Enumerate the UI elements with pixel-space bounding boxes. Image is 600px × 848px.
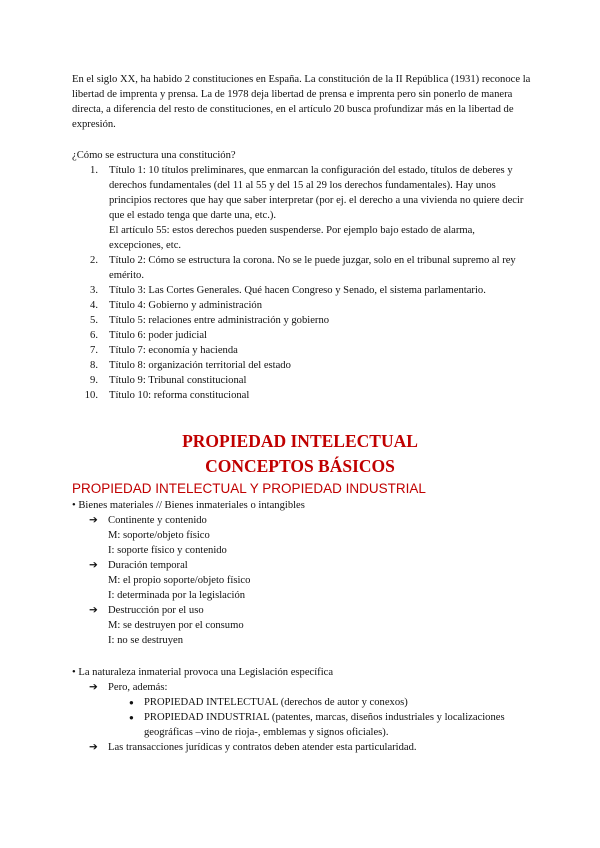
- bullet-item-text: PROPIEDAD INDUSTRIAL (patentes, marcas, diseños industriales y localizaciones geográficas –vino de rioja-, emblemas y signos oficiales).: [144, 712, 505, 738]
- bullet-item: [72, 710, 542, 740]
- bullet-item: [72, 695, 542, 710]
- bullet-icon: ●: [129, 698, 134, 707]
- arrow-item: [72, 513, 542, 528]
- section-lead: • Bienes materiales // Bienes inmateriales o intangibles: [72, 500, 305, 511]
- constitution-titles-list: [72, 163, 532, 403]
- list-item-text: Título 8: organización territorial del estado: [109, 360, 291, 371]
- list-item: [72, 328, 532, 343]
- arrow-item-label: Destrucción por el uso: [108, 605, 204, 616]
- section-lead: • La naturaleza inmaterial provoca una Legislación específica: [72, 667, 334, 678]
- section-naturaleza: [72, 665, 542, 755]
- list-number: 6.: [90, 330, 98, 341]
- arrow-item: [72, 603, 542, 618]
- list-item: [72, 253, 532, 283]
- sub-line: I: determinada por la legislación: [108, 590, 246, 601]
- question-line: ¿Cómo se estructura una constitución?: [72, 150, 236, 161]
- arrow-item-label: Pero, además:: [108, 682, 168, 693]
- arrow-item-label: Continente y contenido: [108, 515, 207, 526]
- list-item: [72, 343, 532, 358]
- list-number: 10.: [84, 390, 98, 401]
- list-item: [72, 283, 532, 298]
- arrow-icon: ➔: [89, 515, 98, 526]
- section-bienes: [72, 498, 542, 648]
- arrow-item: [72, 680, 542, 695]
- list-number: 4.: [90, 300, 98, 311]
- arrow-icon: ➔: [89, 560, 98, 571]
- sub-line: M: el propio soporte/objeto físico: [108, 575, 251, 586]
- arrow-item-label: Las transacciones jurídicas y contratos deben atender esta particularidad.: [108, 742, 417, 753]
- sub-line: M: soporte/objeto físico: [108, 530, 210, 541]
- arrow-icon: ➔: [89, 742, 98, 753]
- list-item-extra: El artículo 55: estos derechos pueden suspenderse. Por ejemplo bajo estado de alarma, excepciones, etc.: [109, 225, 475, 251]
- list-number: 2.: [90, 255, 98, 266]
- list-item: [72, 313, 532, 328]
- heading-conceptos-basicos: CONCEPTOS BÁSICOS: [205, 456, 395, 476]
- list-item-text: Título 4: Gobierno y administración: [109, 300, 262, 311]
- sub-line: I: no se destruyen: [108, 635, 184, 646]
- list-number: 7.: [90, 345, 98, 356]
- list-item-text: Título 7: economía y hacienda: [109, 345, 238, 356]
- arrow-icon: ➔: [89, 682, 98, 693]
- bullet-item-text: PROPIEDAD INTELECTUAL (derechos de autor y conexos): [144, 697, 408, 708]
- subheading: PROPIEDAD INTELECTUAL Y PROPIEDAD INDUSTRIAL: [72, 481, 426, 496]
- list-number: 8.: [90, 360, 98, 371]
- list-item-text: Título 5: relaciones entre administración y gobierno: [109, 315, 330, 326]
- sub-line: I: soporte físico y contenido: [108, 545, 227, 556]
- list-item: [72, 388, 532, 403]
- list-number: 9.: [90, 375, 98, 386]
- bullet-icon: ●: [129, 713, 134, 722]
- list-number: 5.: [90, 315, 98, 326]
- list-item-text: Título 1: 10 títulos preliminares, que enmarcan la configuración del estado, títulos de deberes y derechos fundamentales (del 11 al 55 y del 15 al 29 los derechos fundamentales). Hay unos principios rectores que hay que saber interpretar (por ej. el derecho a una vivienda no quiere decir que el estado tenga que darte una, etc.).: [109, 165, 524, 221]
- list-item: [72, 373, 532, 388]
- arrow-item: [72, 740, 542, 755]
- list-item-text: Título 9: Tribunal constitucional: [109, 375, 247, 386]
- list-item-text: Título 3: Las Cortes Generales. Qué hacen Congreso y Senado, el sistema parlamentario.: [109, 285, 486, 296]
- list-item: [72, 298, 532, 313]
- list-item-text: Título 10: reforma constitucional: [109, 390, 250, 401]
- list-number: 1.: [90, 165, 98, 176]
- heading-propiedad-intelectual: PROPIEDAD INTELECTUAL: [182, 431, 418, 451]
- arrow-item: [72, 558, 542, 573]
- sub-line: M: se destruyen por el consumo: [108, 620, 244, 631]
- arrow-item-label: Duración temporal: [108, 560, 188, 571]
- list-item: [72, 358, 532, 373]
- list-number: 3.: [90, 285, 98, 296]
- list-item: [72, 163, 532, 253]
- list-item-text: Título 6: poder judicial: [109, 330, 207, 341]
- arrow-icon: ➔: [89, 605, 98, 616]
- list-item-text: Título 2: Cómo se estructura la corona. No se le puede juzgar, solo en el tribunal supremo al rey emérito.: [109, 255, 516, 281]
- intro-paragraph: En el siglo XX, ha habido 2 constituciones en España. La constitución de la II República (1931) reconoce la libertad de imprenta y prensa. La de 1978 deja libertad de prensa e imprenta pero sin ponerlo de manera directa, a diferencia del resto de constituciones, en el artículo 20 busca profundizar más en la libertad de expresión.: [72, 74, 531, 130]
